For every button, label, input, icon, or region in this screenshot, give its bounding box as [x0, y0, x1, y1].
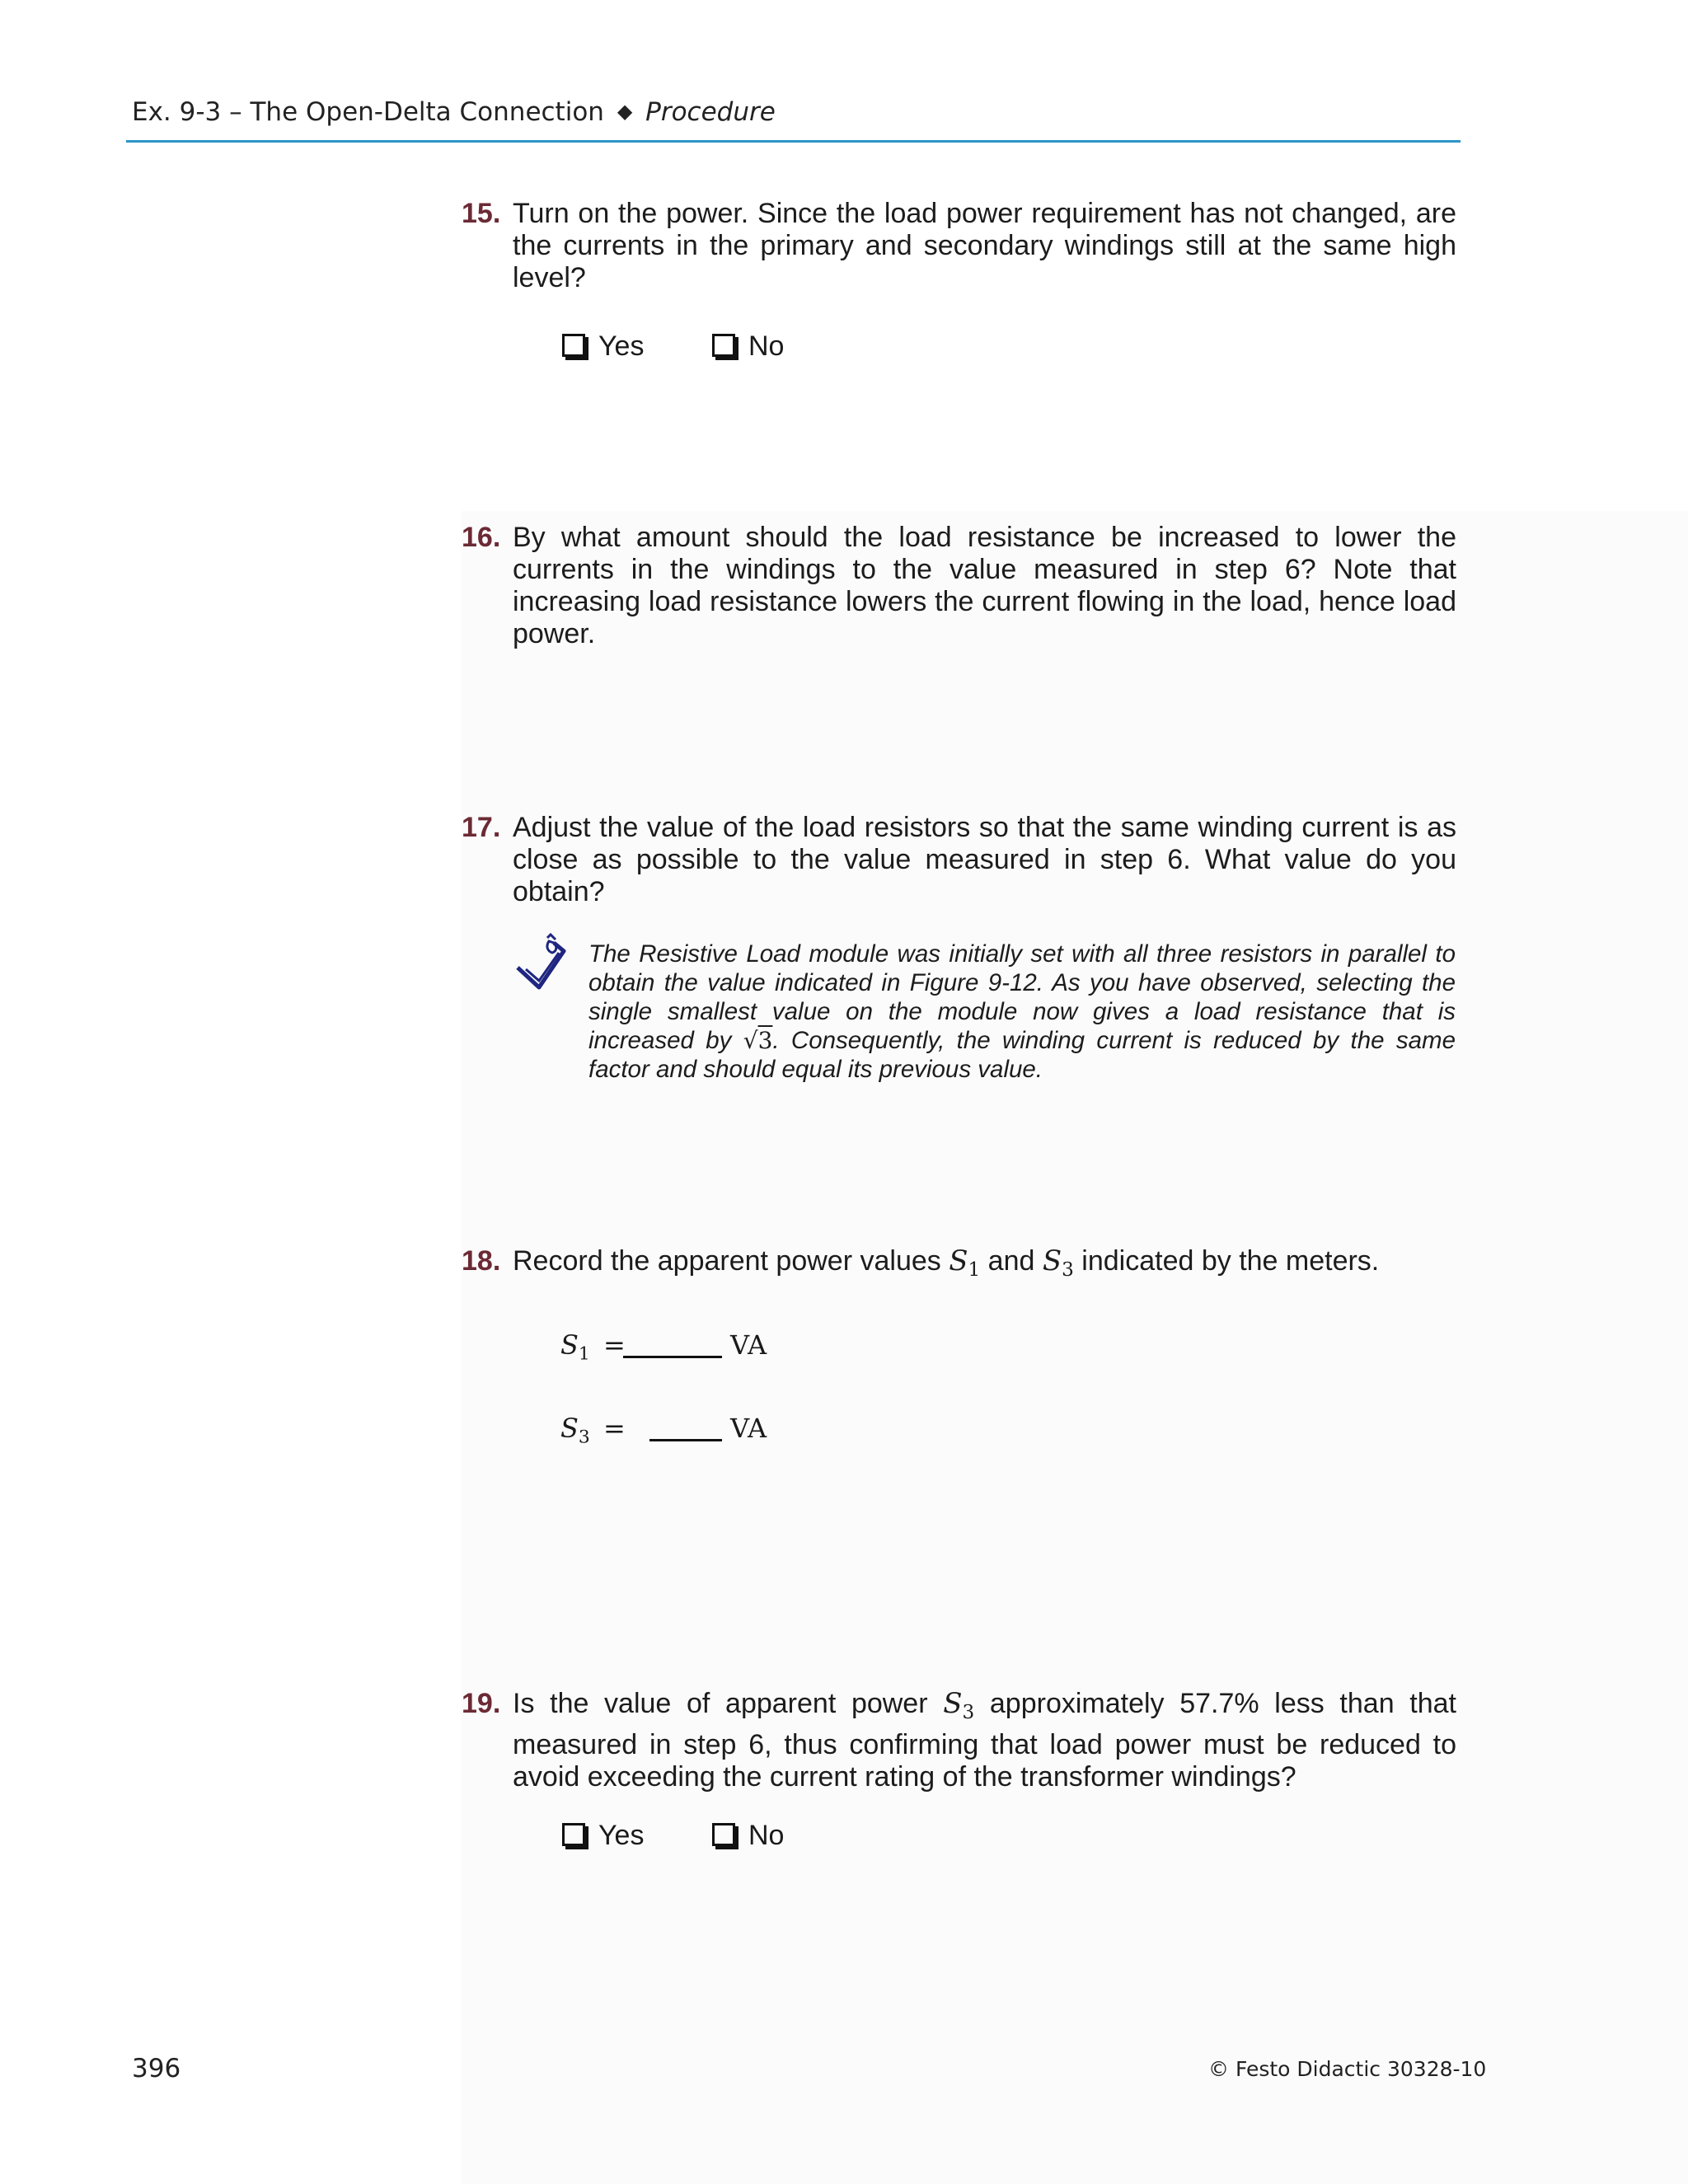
- diamond-separator-icon: ◆: [617, 100, 633, 123]
- step-number: 17.: [462, 812, 501, 843]
- step-text: Turn on the power. Since the load power requirement has not changed, are the currents in the primary and secondary windings still at the same high level?: [513, 198, 1456, 293]
- yes-checkbox[interactable]: [562, 1819, 644, 1852]
- step-number: 19.: [462, 1688, 501, 1719]
- checkbox-label: Yes: [598, 330, 645, 362]
- step-text: Is the value of apparent power $S_3$ approximately 57.7% less than that measured in step 6, thus confirming that load power must be reduced to avoid exceeding the current rating of the transformer windings?: [513, 1687, 1456, 1793]
- checkbox-icon: [562, 1823, 585, 1846]
- step-16: [462, 522, 1456, 650]
- square-root-three: √3: [743, 1027, 773, 1054]
- checkbox-icon: [712, 334, 735, 357]
- note-icon: [509, 933, 569, 992]
- no-checkbox[interactable]: [712, 1819, 784, 1852]
- copyright: © Festo Didactic 30328-10: [1208, 2057, 1487, 2081]
- header-rule: [126, 140, 1461, 143]
- step-number: 18.: [462, 1245, 501, 1277]
- running-header: [132, 97, 1459, 127]
- header-title: Ex. 9-3 – The Open-Delta Connection: [132, 97, 604, 127]
- no-checkbox[interactable]: [712, 330, 784, 363]
- step-text: Adjust the value of the load resistors so that the same winding current is as close as possible to the value measured in step 6. What value do you obtain?: [513, 812, 1456, 907]
- step-text: By what amount should the load resistance be increased to lower the currents in the windings to the value measured in step 6? Note that increasing load resistance lowers the current flowing in the load, hence load power.: [513, 522, 1456, 649]
- yes-checkbox[interactable]: [562, 330, 644, 363]
- step-number: 15.: [462, 198, 501, 229]
- s3-answer-line: $S_3$ = VA: [560, 1413, 767, 1448]
- s1-input-field[interactable]: [623, 1329, 722, 1358]
- step-17: [462, 812, 1456, 908]
- note-text: The Resistive Load module was initially set with all three resistors in parallel to obtain the value indicated in Figure 9-12. As you have observed, selecting the single smallest value on the module now gives a load resistance that is increased by √3. Consequently, the winding current is reduced by the same factor and should equal its previous value.: [588, 940, 1456, 1083]
- checkbox-icon: [562, 334, 585, 357]
- step-text: Record the apparent power values $S_1$ and $S_3$ indicated by the meters.: [513, 1244, 1380, 1281]
- checkbox-label: No: [748, 1820, 785, 1851]
- s1-answer-line: $S_1$ = VA: [560, 1329, 767, 1365]
- step-15: [462, 198, 1456, 294]
- checkbox-label: Yes: [598, 1820, 645, 1851]
- s3-input-field[interactable]: [649, 1413, 722, 1441]
- checkbox-icon: [712, 1823, 735, 1846]
- step-19: [462, 1688, 1456, 1793]
- checkbox-label: No: [748, 330, 785, 362]
- step-18: [462, 1245, 1456, 1286]
- header-section: Procedure: [645, 97, 776, 127]
- step-number: 16.: [462, 522, 501, 553]
- page-number: 396: [132, 2054, 181, 2083]
